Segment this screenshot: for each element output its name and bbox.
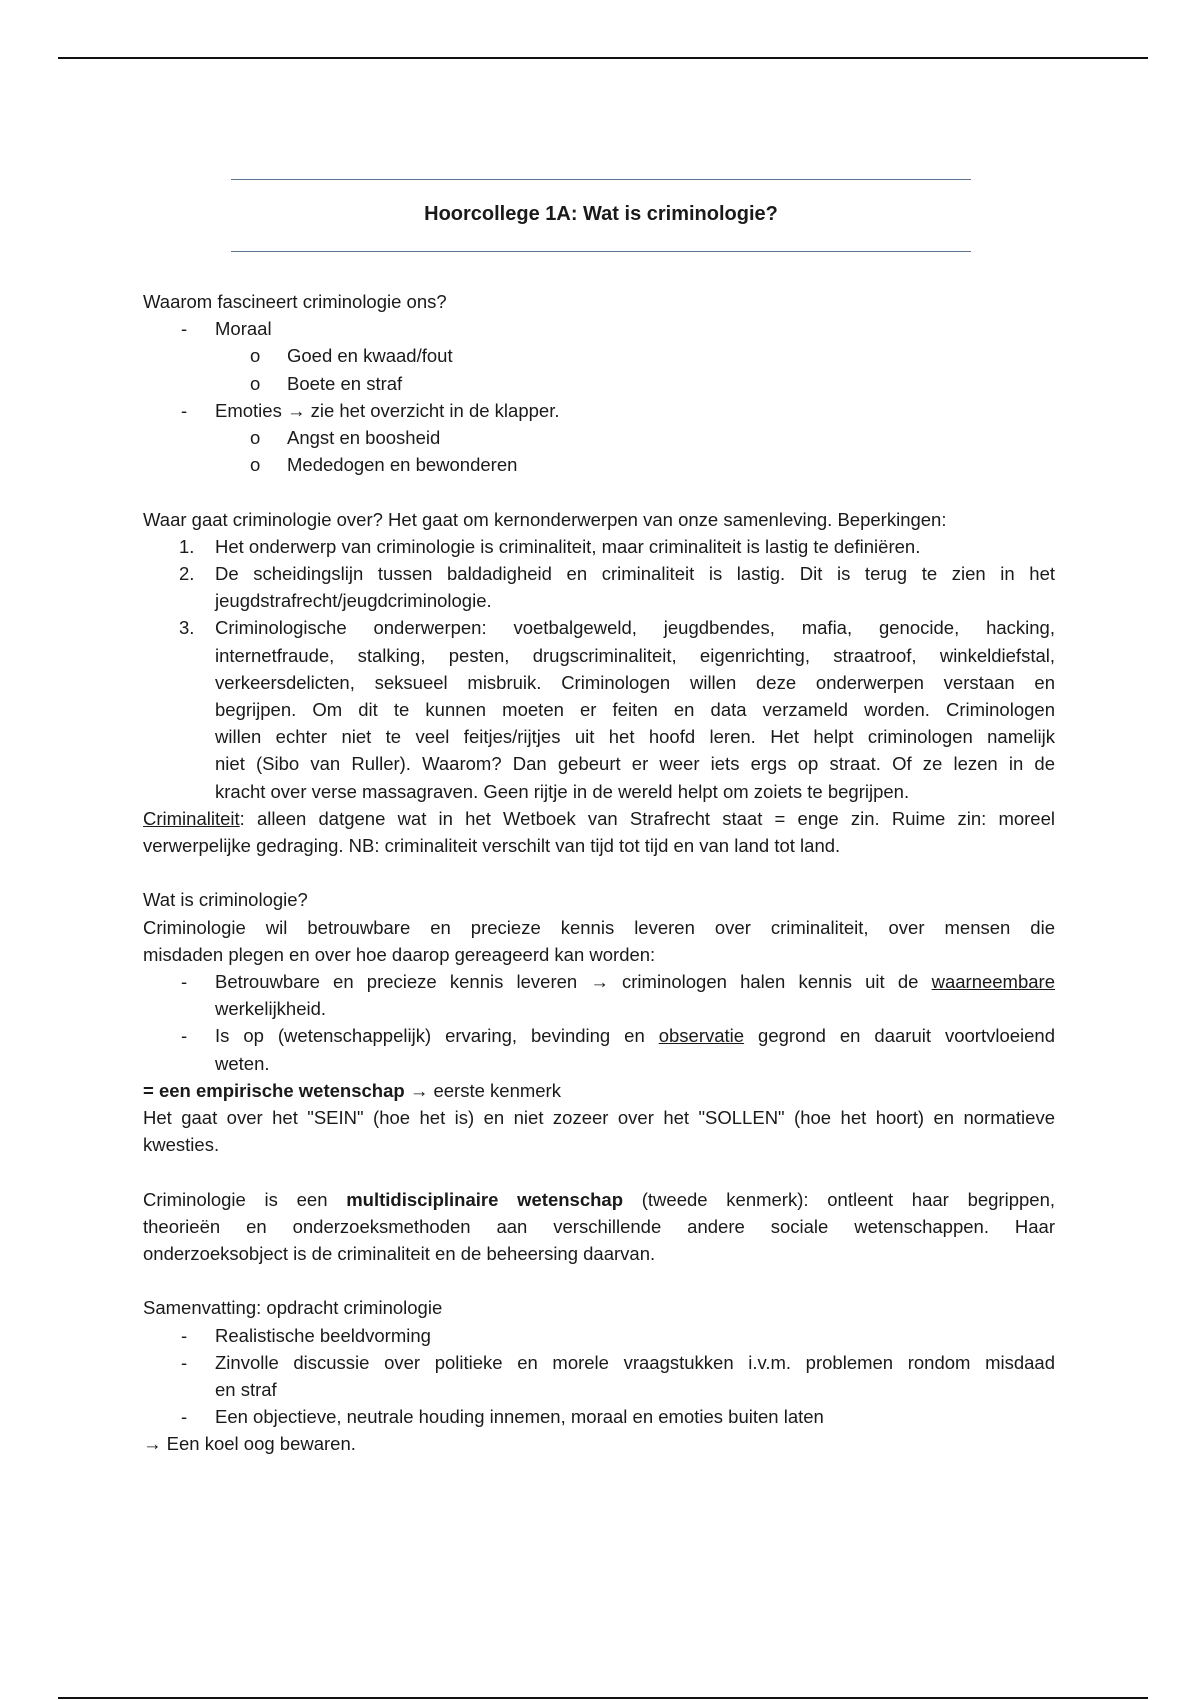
list-item [181,1022,1055,1076]
list-item [181,1349,1055,1403]
list-item-text: Is op (wetenschappelijk) ervaring, bevinding en observatie gegrond en daaruit voortvloeiend [215,1025,1056,1047]
list-item-text: Realistische beeldvorming [215,1324,431,1346]
numbered-item-text: jeugdstrafrecht/jeugdcriminologie. [215,590,492,612]
definition-paragraph: Criminaliteit: alleen datgene wat in het Wetboek van Strafrecht staat = enge zin. Ruime zin: moreel [143,807,1055,829]
paragraph-line: onderzoeksobject is de criminaliteit en de beheersing daarvan. [143,1243,656,1265]
circle-bullet: o [250,454,261,476]
numbered-item-text: Het onderwerp van criminologie is criminaliteit, maar criminaliteit is lastig te definiëren. [215,535,921,557]
definition-paragraph-cont: verwerpelijke gedraging. NB: criminaliteit verschilt van tijd tot tijd en van land tot land. [143,835,841,857]
paragraph-line: Criminologie wil betrouwbare en precieze kennis leveren over criminaliteit, over mensen die [143,916,1055,938]
title-rule-top [231,179,971,180]
observatie-term: observatie [658,1025,745,1047]
item-number: 3. [179,617,195,639]
sub-list-item-text: Boete en straf [287,372,403,394]
numbered-item-text: Criminologische onderwerpen: voetbalgeweld, jeugdbendes, mafia, genocide, hacking, [215,617,1055,639]
numbered-item-text: willen echter niet te veel feitjes/rijtjes uit het hoofd leren. Het helpt criminologen namelijk [215,726,1055,748]
list-item [181,968,1055,1022]
list-item [181,1403,1055,1430]
circle-bullet: o [250,427,261,449]
list-item [181,397,1055,424]
paragraph-line: kwesties. [143,1134,220,1156]
list-item-text: Betrouwbare en precieze kennis leveren → criminologen halen kennis uit de waarneembare [215,971,1055,993]
numbered-item-text: De scheidingslijn tussen baldadigheid en criminaliteit is lastig. Dit is terug te zien in het [215,563,1055,585]
numbered-item-text: begrijpen. Om dit te kunnen moeten er feiten en data verzameld worden. Criminologen [215,699,1055,721]
section-heading-what-is: Wat is criminologie? [143,889,308,911]
numbered-item-text: kracht over verse massagraven. Geen rijtje in de wereld helpt om zoiets te begrijpen. [215,780,910,802]
sub-list-item [250,370,1055,397]
section-heading-fascination: Waarom fascineert criminologie ons? [143,291,447,312]
numbered-item-text: internetfraude, stalking, pesten, drugscriminaliteit, eigenrichting, straatroof, winkeldiefstal, [215,644,1055,666]
list-item-text: Emoties → zie het overzicht in de klapper. [215,399,560,421]
dash-bullet: - [181,318,188,340]
list-item [181,1322,1055,1349]
page-top-rule [58,57,1148,59]
paragraph-line: theorieën en onderzoeksmethoden aan verschillende andere sociale wetenschappen. Haar [143,1215,1055,1237]
empirical-statement: = een empirische wetenschap → eerste kenmerk [143,1079,561,1101]
criminaliteit-term: Criminaliteit [143,807,240,829]
numbered-item [179,560,1055,614]
dash-bullet: - [181,1025,188,1047]
dash-bullet: - [181,1406,188,1428]
dash-bullet: - [181,399,188,421]
list-item-text: Een objectieve, neutrale houding innemen, moraal en emoties buiten laten [215,1406,824,1428]
sub-list-item [250,451,1055,478]
item-number: 1. [179,535,195,557]
section-intro-subject: Waar gaat criminologie over? Het gaat om kernonderwerpen van onze samenleving. Beperkingen: [143,508,947,530]
list-item-text: werkelijkheid. [215,998,327,1020]
list-item-text: en straf [215,1379,277,1401]
circle-bullet: o [250,372,261,394]
numbered-item [179,614,1055,804]
section-heading-summary: Samenvatting: opdracht criminologie [143,1297,443,1319]
dash-bullet: - [181,1351,188,1373]
sub-list-item [250,424,1055,451]
document-body [143,288,1055,1458]
sub-list-item [250,342,1055,369]
item-number: 2. [179,563,195,585]
multidisciplinary-term: multidisciplinaire wetenschap [346,1188,624,1210]
circle-bullet: o [250,345,261,367]
paragraph-line: Criminologie is een multidisciplinaire wetenschap (tweede kenmerk): ontleent haar begrippen, [143,1188,1055,1210]
sub-list-item-text: Mededogen en bewonderen [287,454,518,476]
dash-bullet: - [181,1324,188,1346]
waarneembare-term: waarneembare [931,971,1055,993]
list-item-text: Zinvolle discussie over politieke en morele vraagstukken i.v.m. problemen rondom misdaad [215,1351,1055,1373]
sub-list-item-text: Goed en kwaad/fout [287,345,453,367]
document-title: Hoorcollege 1A: Wat is criminologie? [424,203,778,225]
sub-list-item-text: Angst en boosheid [287,427,441,449]
paragraph-line: misdaden plegen en over hoe daarop gereageerd kan worden: [143,943,656,965]
dash-bullet: - [181,971,188,993]
list-item [181,315,1055,342]
list-item-text: weten. [215,1052,270,1074]
numbered-item-text: niet (Sibo van Ruller). Waarom? Dan gebeurt er weer iets ergs op straat. Of ze lezen in de [215,753,1055,775]
paragraph-line: Het gaat over het "SEIN" (hoe het is) en niet zozeer over het "SOLLEN" (hoe het hoort) en normatieve [143,1107,1055,1129]
numbered-item-text: verkeersdelicten, seksueel misbruik. Criminologen willen deze onderwerpen verstaan en [215,671,1055,693]
page-bottom-rule [58,1697,1148,1699]
title-rule-bottom [231,251,971,252]
closing-line: → Een koel oog bewaren. [143,1433,356,1455]
numbered-item [179,533,1055,560]
list-item-text: Moraal [215,318,272,340]
